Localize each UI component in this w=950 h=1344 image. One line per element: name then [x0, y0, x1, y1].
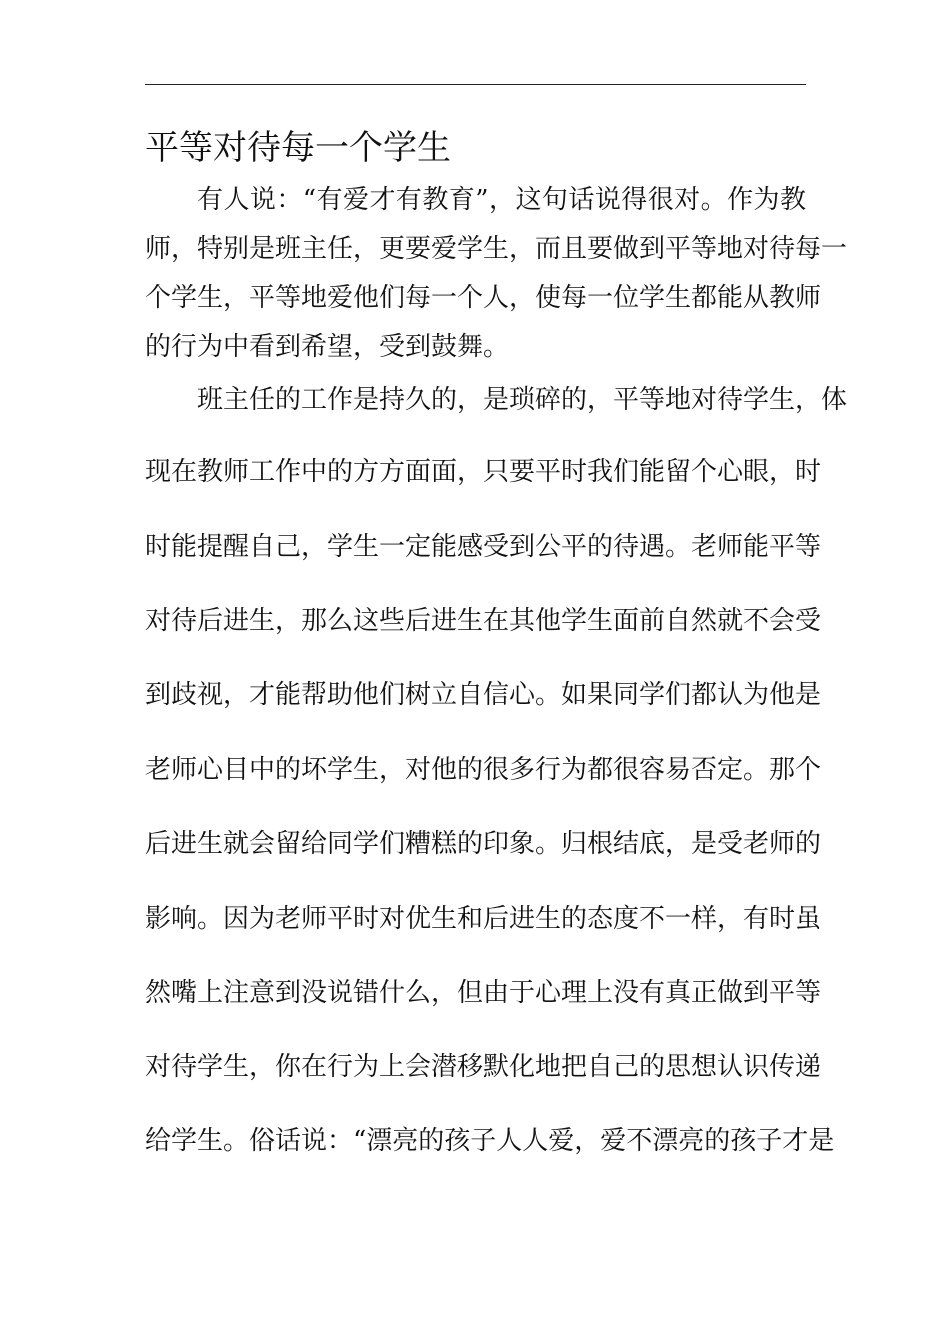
paragraph-2-line-9: 然嘴上注意到没说错什么，但由于心理上没有真正做到平等 [145, 978, 822, 1008]
paragraph-2-line-4: 对待后进生，那么这些后进生在其他学生面前自然就不会受 [145, 606, 822, 636]
paragraph-2-line-1: 班主任的工作是持久的，是琐碎的，平等地对待学生，体 [197, 385, 848, 415]
paragraph-1-line-2: 师，特别是班主任，更要爱学生，而且要做到平等地对待每一 [145, 234, 848, 264]
paragraph-2-line-5: 到歧视，才能帮助他们树立自信心。如果同学们都认为他是 [145, 680, 822, 710]
paragraph-1-line-3: 个学生，平等地爱他们每一个人，使每一位学生都能从教师 [145, 283, 822, 313]
header-rule [145, 84, 806, 85]
paragraph-2-line-2: 现在教师工作中的方方面面，只要平时我们能留个心眼，时 [145, 457, 822, 487]
document-title: 平等对待每一个学生 [145, 128, 451, 168]
paragraph-1-line-1: 有人说：“有爱才有教育”，这句话说得很对。作为教 [197, 185, 806, 215]
paragraph-2-line-10: 对待学生，你在行为上会潜移默化地把自己的思想认识传递 [145, 1052, 822, 1082]
paragraph-2-line-8: 影响。因为老师平时对优生和后进生的态度不一样，有时虽 [145, 904, 822, 934]
paragraph-1-line-4: 的行为中看到希望，受到鼓舞。 [145, 332, 510, 362]
paragraph-2-line-11: 给学生。俗话说：“漂亮的孩子人人爱，爱不漂亮的孩子才是 [145, 1126, 835, 1156]
paragraph-2-line-7: 后进生就会留给同学们糟糕的印象。归根结底，是受老师的 [145, 829, 822, 859]
paragraph-2-line-3: 时能提醒自己，学生一定能感受到公平的待遇。老师能平等 [145, 532, 822, 562]
paragraph-2-line-6: 老师心目中的坏学生，对他的很多行为都很容易否定。那个 [145, 755, 822, 785]
